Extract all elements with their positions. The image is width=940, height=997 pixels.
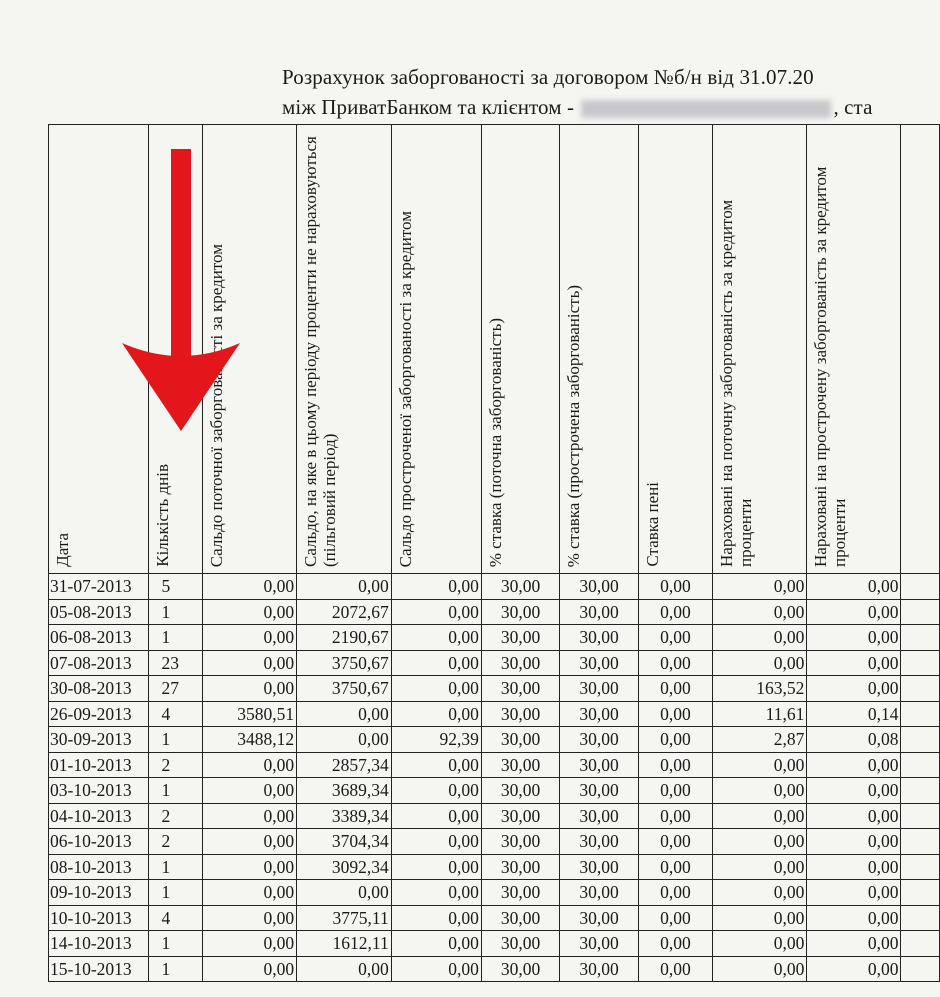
cell-rate-overdue: 30,00: [560, 905, 638, 931]
redacted-client-name: [581, 100, 831, 118]
cell-grace-balance: 3092,34: [297, 854, 392, 880]
cell-rate-current: 30,00: [481, 880, 559, 906]
cell-interest-overdue: 0,00: [807, 880, 901, 906]
cell-grace-balance: 2072,67: [297, 599, 392, 625]
header-cut-off-column: [901, 125, 940, 574]
cell-overdue-balance: 0,00: [391, 803, 481, 829]
header-interest-overdue: Нараховані на прострочену заборгованість за кредитом проценти: [807, 125, 901, 574]
header-overdue-balance: Сальдо простроченої заборгованості за кредитом: [391, 125, 481, 574]
cell-grace-balance: 0,00: [297, 701, 392, 727]
cell-date: 03-10-2013: [49, 778, 149, 804]
cell-penalty-rate: 0,00: [638, 701, 712, 727]
cell-interest-current: 0,00: [713, 880, 807, 906]
header-date: Дата: [49, 125, 149, 574]
cell-rate-current: 30,00: [481, 778, 559, 804]
cell-rate-current: 30,00: [481, 905, 559, 931]
header-rate-current: % ставка (поточна заборгованість): [481, 125, 559, 574]
cell-date: 06-10-2013: [49, 829, 149, 855]
cell-grace-balance: 0,00: [297, 956, 392, 982]
cell-penalty-rate: 0,00: [638, 676, 712, 702]
cell-rate-overdue: 30,00: [560, 880, 638, 906]
table-row: [49, 727, 940, 753]
cell-interest-overdue: 0,00: [807, 625, 901, 651]
cell-overdue-balance: 0,00: [391, 829, 481, 855]
cell-current-balance: 0,00: [202, 650, 297, 676]
cell-current-balance: 0,00: [202, 905, 297, 931]
cell-days: 23: [149, 650, 202, 676]
cell-interest-current: 0,00: [713, 854, 807, 880]
cell-rate-current: 30,00: [481, 803, 559, 829]
cell-days: 4: [149, 701, 202, 727]
cell-days: 27: [149, 676, 202, 702]
table-row: [49, 956, 940, 982]
cell-grace-balance: 3750,67: [297, 676, 392, 702]
cell-interest-overdue: 0,00: [807, 752, 901, 778]
cell-date: 14-10-2013: [49, 931, 149, 957]
cell-rate-current: 30,00: [481, 650, 559, 676]
cell-penalty-rate: 0,00: [638, 880, 712, 906]
cell-interest-overdue: 0,08: [807, 727, 901, 753]
cell-days: 2: [149, 829, 202, 855]
cell-grace-balance: 0,00: [297, 574, 392, 600]
table-row: [49, 803, 940, 829]
cell-penalty-rate: 0,00: [638, 905, 712, 931]
cell-cut-off: [901, 574, 940, 600]
cell-rate-overdue: 30,00: [560, 701, 638, 727]
cell-date: 26-09-2013: [49, 701, 149, 727]
cell-rate-overdue: 30,00: [560, 829, 638, 855]
cell-days: 4: [149, 905, 202, 931]
cell-rate-current: 30,00: [481, 752, 559, 778]
table-row: [49, 574, 940, 600]
cell-grace-balance: 3704,34: [297, 829, 392, 855]
cell-interest-overdue: 0,00: [807, 650, 901, 676]
cell-date: 08-10-2013: [49, 854, 149, 880]
cell-rate-overdue: 30,00: [560, 676, 638, 702]
cell-interest-overdue: 0,00: [807, 905, 901, 931]
cell-penalty-rate: 0,00: [638, 956, 712, 982]
red-arrow-down-icon: [120, 145, 242, 435]
cell-rate-current: 30,00: [481, 727, 559, 753]
table-row: [49, 625, 940, 651]
cell-rate-current: 30,00: [481, 599, 559, 625]
cell-days: 1: [149, 880, 202, 906]
title-line-2-end: , ста: [833, 95, 873, 119]
cell-grace-balance: 0,00: [297, 880, 392, 906]
cell-current-balance: 0,00: [202, 931, 297, 957]
cell-interest-current: 0,00: [713, 650, 807, 676]
table-row: [49, 854, 940, 880]
cell-current-balance: 0,00: [202, 956, 297, 982]
cell-days: 1: [149, 854, 202, 880]
cell-penalty-rate: 0,00: [638, 803, 712, 829]
cell-cut-off: [901, 701, 940, 727]
cell-date: 06-08-2013: [49, 625, 149, 651]
cell-days: 1: [149, 599, 202, 625]
cell-interest-current: 0,00: [713, 931, 807, 957]
table-row: [49, 880, 940, 906]
cell-overdue-balance: 0,00: [391, 625, 481, 651]
cell-rate-overdue: 30,00: [560, 854, 638, 880]
table-row: [49, 752, 940, 778]
cell-rate-current: 30,00: [481, 956, 559, 982]
cell-grace-balance: 3750,67: [297, 650, 392, 676]
cell-cut-off: [901, 829, 940, 855]
cell-rate-overdue: 30,00: [560, 650, 638, 676]
cell-interest-current: 0,00: [713, 803, 807, 829]
cell-overdue-balance: 0,00: [391, 701, 481, 727]
cell-interest-current: 0,00: [713, 905, 807, 931]
cell-overdue-balance: 0,00: [391, 574, 481, 600]
cell-current-balance: 0,00: [202, 854, 297, 880]
cell-interest-overdue: 0,00: [807, 956, 901, 982]
cell-overdue-balance: 92,39: [391, 727, 481, 753]
cell-penalty-rate: 0,00: [638, 574, 712, 600]
cell-cut-off: [901, 727, 940, 753]
cell-interest-overdue: 0,00: [807, 854, 901, 880]
cell-penalty-rate: 0,00: [638, 778, 712, 804]
cell-interest-overdue: 0,00: [807, 829, 901, 855]
cell-overdue-balance: 0,00: [391, 599, 481, 625]
cell-current-balance: 0,00: [202, 676, 297, 702]
cell-rate-current: 30,00: [481, 829, 559, 855]
cell-grace-balance: 3389,34: [297, 803, 392, 829]
cell-date: 01-10-2013: [49, 752, 149, 778]
cell-rate-overdue: 30,00: [560, 574, 638, 600]
cell-overdue-balance: 0,00: [391, 650, 481, 676]
header-current-balance: Сальдо поточної заборгованості за кредитом: [202, 125, 297, 574]
header-grace-balance: Сальдо, на яке в цьому періоду проценти не нараховуються (пільговий період): [297, 125, 392, 574]
cell-interest-current: 11,61: [713, 701, 807, 727]
cell-cut-off: [901, 625, 940, 651]
cell-days: 1: [149, 727, 202, 753]
title-line-2: [282, 92, 873, 122]
header-interest-current: Нараховані на поточну заборгованість за кредитом проценти: [713, 125, 807, 574]
cell-cut-off: [901, 752, 940, 778]
cell-interest-current: 0,00: [713, 599, 807, 625]
cell-days: 1: [149, 778, 202, 804]
header-days: Кількість днів: [149, 125, 202, 574]
header-penalty-rate: Ставка пені: [638, 125, 712, 574]
cell-grace-balance: 2857,34: [297, 752, 392, 778]
cell-grace-balance: 2190,67: [297, 625, 392, 651]
cell-interest-current: 0,00: [713, 778, 807, 804]
cell-rate-overdue: 30,00: [560, 727, 638, 753]
table-row: [49, 778, 940, 804]
cell-rate-overdue: 30,00: [560, 752, 638, 778]
cell-overdue-balance: 0,00: [391, 956, 481, 982]
cell-rate-current: 30,00: [481, 676, 559, 702]
table-row: [49, 931, 940, 957]
cell-date: 04-10-2013: [49, 803, 149, 829]
cell-cut-off: [901, 803, 940, 829]
cell-days: 5: [149, 574, 202, 600]
cell-rate-current: 30,00: [481, 701, 559, 727]
cell-date: 31-07-2013: [49, 574, 149, 600]
cell-penalty-rate: 0,00: [638, 727, 712, 753]
cell-penalty-rate: 0,00: [638, 650, 712, 676]
cell-cut-off: [901, 880, 940, 906]
cell-cut-off: [901, 956, 940, 982]
cell-overdue-balance: 0,00: [391, 854, 481, 880]
cell-interest-overdue: 0,00: [807, 931, 901, 957]
cell-current-balance: 0,00: [202, 880, 297, 906]
cell-grace-balance: 0,00: [297, 727, 392, 753]
table-row: [49, 650, 940, 676]
cell-cut-off: [901, 650, 940, 676]
cell-grace-balance: 3689,34: [297, 778, 392, 804]
cell-cut-off: [901, 854, 940, 880]
cell-current-balance: 0,00: [202, 803, 297, 829]
cell-date: 15-10-2013: [49, 956, 149, 982]
cell-overdue-balance: 0,00: [391, 905, 481, 931]
cell-date: 05-08-2013: [49, 599, 149, 625]
title-line-1: Розрахунок заборгованості за договором №б/н від 31.07.20: [282, 65, 814, 89]
cell-current-balance: 0,00: [202, 752, 297, 778]
cell-penalty-rate: 0,00: [638, 599, 712, 625]
cell-date: 10-10-2013: [49, 905, 149, 931]
cell-date: 30-09-2013: [49, 727, 149, 753]
cell-cut-off: [901, 599, 940, 625]
title-line-2-start: між ПриватБанком та клієнтом -: [282, 95, 575, 119]
cell-rate-current: 30,00: [481, 854, 559, 880]
cell-days: 1: [149, 625, 202, 651]
cell-current-balance: 0,00: [202, 625, 297, 651]
cell-overdue-balance: 0,00: [391, 931, 481, 957]
cell-interest-overdue: 0,00: [807, 574, 901, 600]
cell-interest-current: 0,00: [713, 752, 807, 778]
cell-overdue-balance: 0,00: [391, 880, 481, 906]
cell-days: 2: [149, 752, 202, 778]
cell-interest-current: 0,00: [713, 574, 807, 600]
table-row: [49, 599, 940, 625]
cell-current-balance: 0,00: [202, 574, 297, 600]
cell-penalty-rate: 0,00: [638, 829, 712, 855]
cell-rate-overdue: 30,00: [560, 803, 638, 829]
cell-overdue-balance: 0,00: [391, 676, 481, 702]
document-title: [282, 62, 873, 122]
cell-interest-current: 0,00: [713, 625, 807, 651]
cell-interest-overdue: 0,00: [807, 599, 901, 625]
cell-interest-current: 163,52: [713, 676, 807, 702]
cell-overdue-balance: 0,00: [391, 778, 481, 804]
cell-days: 1: [149, 956, 202, 982]
cell-current-balance: 3488,12: [202, 727, 297, 753]
cell-date: 09-10-2013: [49, 880, 149, 906]
table-row: [49, 676, 940, 702]
cell-cut-off: [901, 905, 940, 931]
cell-interest-current: 0,00: [713, 829, 807, 855]
table-row: [49, 829, 940, 855]
cell-rate-overdue: 30,00: [560, 599, 638, 625]
table-row: [49, 701, 940, 727]
cell-grace-balance: 1612,11: [297, 931, 392, 957]
cell-rate-overdue: 30,00: [560, 625, 638, 651]
cell-date: 30-08-2013: [49, 676, 149, 702]
cell-rate-current: 30,00: [481, 931, 559, 957]
cell-overdue-balance: 0,00: [391, 752, 481, 778]
cell-days: 2: [149, 803, 202, 829]
cell-cut-off: [901, 676, 940, 702]
cell-date: 07-08-2013: [49, 650, 149, 676]
cell-cut-off: [901, 778, 940, 804]
cell-cut-off: [901, 931, 940, 957]
cell-interest-overdue: 0,00: [807, 778, 901, 804]
cell-penalty-rate: 0,00: [638, 854, 712, 880]
cell-penalty-rate: 0,00: [638, 625, 712, 651]
cell-current-balance: 0,00: [202, 829, 297, 855]
cell-penalty-rate: 0,00: [638, 752, 712, 778]
cell-rate-overdue: 30,00: [560, 778, 638, 804]
cell-current-balance: 0,00: [202, 778, 297, 804]
cell-interest-overdue: 0,14: [807, 701, 901, 727]
cell-rate-overdue: 30,00: [560, 956, 638, 982]
cell-interest-current: 2,87: [713, 727, 807, 753]
table-row: [49, 905, 940, 931]
cell-current-balance: 3580,51: [202, 701, 297, 727]
cell-interest-current: 0,00: [713, 956, 807, 982]
header-rate-overdue: % ставка (прострочена заборгованість): [560, 125, 638, 574]
cell-interest-overdue: 0,00: [807, 803, 901, 829]
cell-days: 1: [149, 931, 202, 957]
cell-rate-current: 30,00: [481, 625, 559, 651]
cell-penalty-rate: 0,00: [638, 931, 712, 957]
cell-rate-overdue: 30,00: [560, 931, 638, 957]
cell-rate-current: 30,00: [481, 574, 559, 600]
cell-grace-balance: 3775,11: [297, 905, 392, 931]
cell-interest-overdue: 0,00: [807, 676, 901, 702]
cell-current-balance: 0,00: [202, 599, 297, 625]
